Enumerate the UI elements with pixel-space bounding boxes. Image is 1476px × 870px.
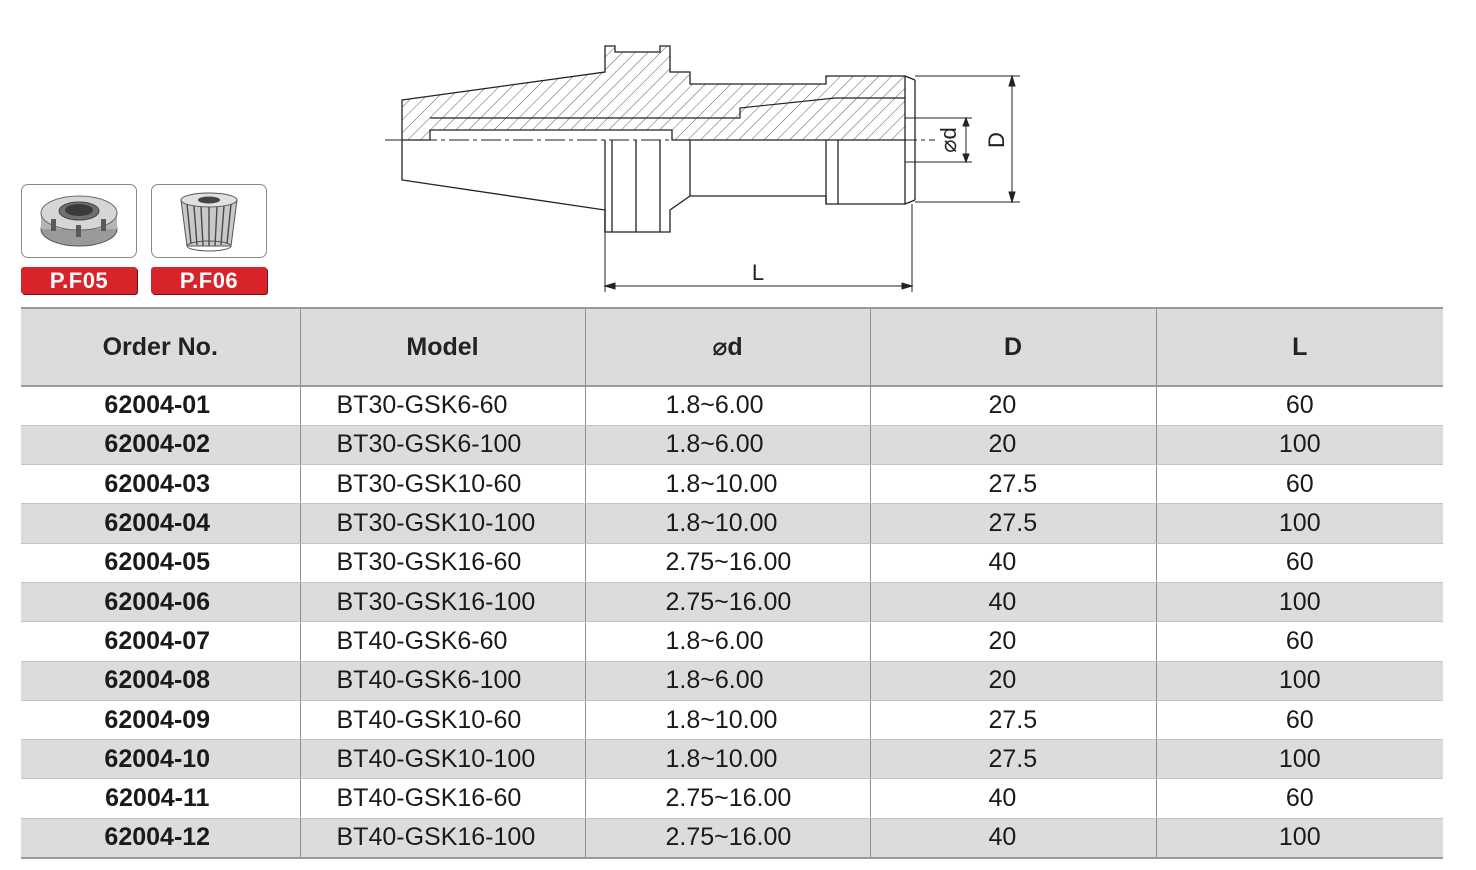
order-no-cell: 62004-10: [21, 740, 300, 779]
length-L-cell: 60: [1156, 779, 1443, 818]
length-L-cell: 60: [1156, 386, 1443, 425]
outer-D-cell: 20: [870, 622, 1156, 661]
model-cell: BT30-GSK16-100: [300, 582, 585, 621]
model-cell: BT40-GSK6-100: [300, 661, 585, 700]
outer-D-cell: 20: [870, 661, 1156, 700]
length-L-cell: 100: [1156, 582, 1443, 621]
outer-D-cell: 27.5: [870, 504, 1156, 543]
bore-d-cell: 2.75~16.00: [585, 818, 870, 857]
table-row: [21, 622, 1443, 661]
table-row: [21, 740, 1443, 779]
bore-d-cell: 2.75~16.00: [585, 582, 870, 621]
table-row: [21, 818, 1443, 857]
outer-D-cell: 40: [870, 543, 1156, 582]
outer-D-cell: 40: [870, 818, 1156, 857]
outer-D-cell: 27.5: [870, 740, 1156, 779]
dim-L-label: L: [751, 260, 765, 285]
page-ref-link-pf06[interactable]: P.F06: [151, 267, 267, 294]
order-no-cell: 62004-06: [21, 582, 300, 621]
length-L-cell: 60: [1156, 700, 1443, 739]
table-row: [21, 661, 1443, 700]
outer-D-cell: 20: [870, 425, 1156, 464]
bore-d-cell: 1.8~10.00: [585, 740, 870, 779]
length-L-cell: 60: [1156, 465, 1443, 504]
dim-D-label: D: [983, 132, 1009, 148]
model-cell: BT40-GSK16-100: [300, 818, 585, 857]
order-no-cell: 62004-11: [21, 779, 300, 818]
accessory-collet: [151, 184, 267, 294]
length-L-cell: 100: [1156, 661, 1443, 700]
tool-holder-drawing: [380, 38, 1040, 300]
length-L-cell: 60: [1156, 543, 1443, 582]
outer-D-cell: 40: [870, 582, 1156, 621]
table-row: [21, 386, 1443, 425]
header-outer-D: D: [870, 308, 1156, 386]
bore-d-cell: 1.8~6.00: [585, 386, 870, 425]
header-order-no: Order No.: [21, 308, 300, 386]
model-cell: BT30-GSK6-60: [300, 386, 585, 425]
outer-D-cell: 27.5: [870, 465, 1156, 504]
outer-D-cell: 40: [870, 779, 1156, 818]
header-bore-d: ⌀d: [585, 308, 870, 386]
order-no-cell: 62004-02: [21, 425, 300, 464]
length-L-cell: 100: [1156, 504, 1443, 543]
order-no-cell: 62004-07: [21, 622, 300, 661]
accessory-nut: [21, 184, 137, 294]
order-no-cell: 62004-08: [21, 661, 300, 700]
section-hatch: [402, 46, 905, 140]
order-no-cell: 62004-04: [21, 504, 300, 543]
spec-table: [21, 307, 1443, 859]
nut-icon: [29, 189, 129, 253]
dim-d-label: ⌀d: [935, 127, 961, 153]
table-row: [21, 779, 1443, 818]
header-length-L: L: [1156, 308, 1443, 386]
length-L-cell: 100: [1156, 425, 1443, 464]
collet-icon: [159, 188, 259, 254]
length-L-cell: 60: [1156, 622, 1443, 661]
table-row: [21, 504, 1443, 543]
model-cell: BT30-GSK6-100: [300, 425, 585, 464]
bore-d-cell: 2.75~16.00: [585, 779, 870, 818]
table-row: [21, 543, 1443, 582]
length-L-cell: 100: [1156, 740, 1443, 779]
table-row: [21, 425, 1443, 464]
outer-D-cell: 27.5: [870, 700, 1156, 739]
model-cell: BT40-GSK6-60: [300, 622, 585, 661]
page-ref-link-pf05[interactable]: P.F05: [21, 267, 137, 294]
outer-D-cell: 20: [870, 386, 1156, 425]
length-L-cell: 100: [1156, 818, 1443, 857]
order-no-cell: 62004-01: [21, 386, 300, 425]
collet-thumbnail: [151, 184, 267, 258]
bore-d-cell: 1.8~10.00: [585, 465, 870, 504]
model-cell: BT40-GSK10-100: [300, 740, 585, 779]
model-cell: BT40-GSK10-60: [300, 700, 585, 739]
order-no-cell: 62004-12: [21, 818, 300, 857]
bore-d-cell: 1.8~10.00: [585, 700, 870, 739]
model-cell: BT40-GSK16-60: [300, 779, 585, 818]
header-model: Model: [300, 308, 585, 386]
model-cell: BT30-GSK16-60: [300, 543, 585, 582]
nut-thumbnail: [21, 184, 137, 258]
order-no-cell: 62004-05: [21, 543, 300, 582]
model-cell: BT30-GSK10-100: [300, 504, 585, 543]
order-no-cell: 62004-09: [21, 700, 300, 739]
model-cell: BT30-GSK10-60: [300, 465, 585, 504]
table-body: [21, 386, 1443, 858]
order-no-cell: 62004-03: [21, 465, 300, 504]
table-header-row: [21, 308, 1443, 386]
table-row: [21, 465, 1443, 504]
bore-d-cell: 1.8~10.00: [585, 504, 870, 543]
bore-d-cell: 2.75~16.00: [585, 543, 870, 582]
table-row: [21, 582, 1443, 621]
bore-d-cell: 1.8~6.00: [585, 425, 870, 464]
bore-d-cell: 1.8~6.00: [585, 622, 870, 661]
table-row: [21, 700, 1443, 739]
bore-d-cell: 1.8~6.00: [585, 661, 870, 700]
